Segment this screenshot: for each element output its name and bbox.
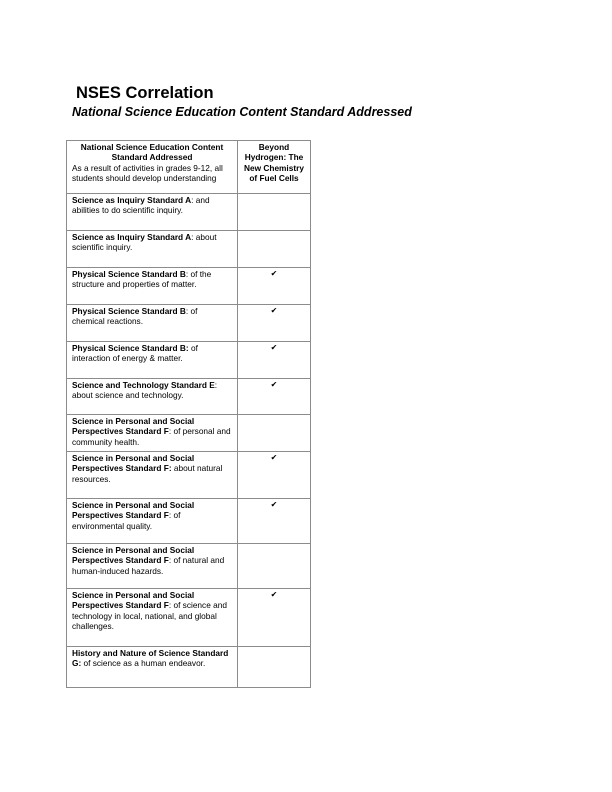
standard-cell (67, 268, 238, 305)
standard-cell (67, 379, 238, 415)
page-title: NSES Correlation (76, 84, 214, 102)
page-subtitle: National Science Education Content Standard Addressed (72, 105, 412, 119)
table-row (67, 231, 311, 268)
check-cell (238, 499, 311, 544)
header-activity-cell: Beyond Hydrogen: The New Chemistry of Fuel Cells (238, 141, 311, 194)
standard-cell (67, 342, 238, 379)
table-row (67, 305, 311, 342)
check-mark-icon: ✔ (270, 269, 278, 278)
standard-name: Science in Personal and Social Perspectives Standard F (72, 416, 195, 437)
table-row (67, 342, 311, 379)
standard-description: : of natural and human-induced hazards. (72, 555, 225, 576)
standard-cell (67, 231, 238, 268)
standard-description: of science as a human endeavor. (81, 658, 206, 669)
standard-name: Science as Inquiry Standard A (72, 232, 192, 242)
table-row (67, 452, 311, 499)
check-cell (238, 452, 311, 499)
check-mark-icon: ✔ (270, 306, 278, 315)
table-header-row (67, 141, 311, 194)
check-mark-icon: ✔ (270, 590, 278, 599)
standard-name: Physical Science Standard B: (72, 343, 189, 353)
table-row (67, 268, 311, 305)
check-mark-icon: ✔ (270, 500, 278, 509)
check-cell (238, 589, 311, 647)
standard-name: Science in Personal and Social Perspectives Standard F: (72, 453, 195, 474)
standard-name: Science and Technology Standard E (72, 380, 215, 390)
check-cell (238, 415, 311, 452)
check-cell (238, 647, 311, 688)
standard-name: Physical Science Standard B (72, 306, 186, 316)
standard-description: : of science and technology in local, national, and global challenges. (72, 600, 227, 632)
standard-description: : about science and technology. (72, 380, 218, 401)
standard-name: History and Nature of Science Standard G: (72, 648, 229, 669)
standard-cell (67, 194, 238, 231)
header-standard-title: National Science Education Content Standard Addressed (80, 142, 224, 163)
standard-name: Science in Personal and Social Perspectives Standard F (72, 590, 195, 611)
standard-name: Science in Personal and Social Perspectives Standard F (72, 545, 195, 566)
standard-cell (67, 415, 238, 452)
standard-description: : of environmental quality. (72, 510, 181, 531)
standard-cell (67, 499, 238, 544)
standard-description: : and abilities to do scientific inquiry. (72, 195, 210, 216)
check-cell (238, 305, 311, 342)
standard-name: Science as Inquiry Standard A (72, 195, 192, 205)
check-cell (238, 194, 311, 231)
header-standard-note: As a result of activities in grades 9-12, all students should develop understanding (72, 162, 223, 184)
check-cell (238, 268, 311, 305)
standard-cell (67, 544, 238, 589)
table-row (67, 499, 311, 544)
nses-correlation-table (66, 140, 311, 688)
check-mark-icon: ✔ (270, 380, 278, 389)
standard-cell (67, 452, 238, 499)
standard-description: : of personal and community health. (72, 426, 231, 447)
check-cell (238, 342, 311, 379)
check-cell (238, 379, 311, 415)
table-row (67, 647, 311, 688)
standard-description: of interaction of energy & matter. (72, 343, 198, 364)
table-row (67, 379, 311, 415)
check-mark-icon: ✔ (270, 343, 278, 352)
standard-description: : about scientific inquiry. (72, 232, 217, 253)
check-cell (238, 544, 311, 589)
table-row (67, 194, 311, 231)
check-cell (238, 231, 311, 268)
standard-cell (67, 589, 238, 647)
standard-name: Physical Science Standard B (72, 269, 186, 279)
table-row (67, 589, 311, 647)
standard-name: Science in Personal and Social Perspectives Standard F (72, 500, 195, 521)
standard-description: : of the structure and properties of matter. (72, 269, 212, 290)
table-row (67, 415, 311, 452)
standard-description: about natural resources. (72, 463, 223, 484)
standard-description: : of chemical reactions. (72, 306, 198, 327)
table-row (67, 544, 311, 589)
standard-cell (67, 647, 238, 688)
standard-cell (67, 305, 238, 342)
header-standard-cell (67, 141, 238, 194)
check-mark-icon: ✔ (270, 453, 278, 462)
